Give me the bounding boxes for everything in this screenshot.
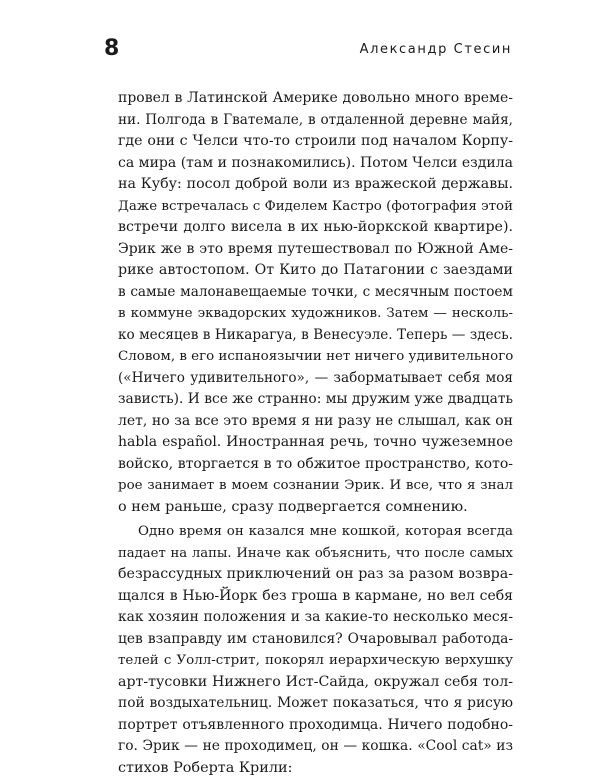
text-line: ко месяцев в Никарагуа, в Венесуэле. Теперь — здесь.: [118, 325, 513, 347]
page-number: 8: [104, 36, 119, 62]
text-line: встречи долго висела в их нью-йоркской квартире).: [118, 217, 513, 239]
text-line: рое занимает в моем сознании Эрик. И все, что я знал: [118, 475, 513, 497]
text-line: цев взаправду им становился? Очаровывал работода-: [118, 629, 513, 651]
paragraph-2: [118, 521, 513, 779]
text-line: Даже встречалась с Фиделем Кастро (фотография этой: [118, 196, 513, 218]
text-line: рике автостопом. От Кито до Патагонии с заездами: [118, 260, 513, 282]
text-line: лет, но за все это время я ни разу не слышал, как он: [118, 411, 513, 433]
text-line: го. Эрик — не проходимец, он — кошка. «Cool cat» из: [118, 736, 513, 758]
text-line: Эрик же в это время путешествовал по Южной Аме-: [118, 239, 513, 261]
text-line: («Ничего удивительного», — заборматывает себя моя: [118, 368, 513, 390]
text-line: Одно время он казался мне кошкой, которая всегда: [118, 521, 513, 543]
text-line: са мира (там и познакомились). Потом Челси ездила: [118, 153, 513, 175]
text-line: войско, вторгается в то обжитое пространство, кото-: [118, 454, 513, 476]
running-head-author: Александр Стесин: [360, 42, 512, 58]
text-line: стихов Роберта Крили:: [118, 758, 513, 779]
text-line: щался в Нью-Йорк без гроша в кармане, но вел себя: [118, 586, 513, 608]
text-line: безрассудных приключений он раз за разом возвра-: [118, 564, 513, 586]
text-line: арт-тусовки Нижнего Ист-Сайда, окружал себя тол-: [118, 672, 513, 694]
body-text: [118, 88, 513, 779]
text-line: о нем раньше, сразу подвергается сомнению.: [118, 497, 513, 519]
text-line: Словом, в его испаноязычии нет ничего удивительного: [118, 346, 513, 368]
text-line: провел в Латинской Америке довольно много време-: [118, 88, 513, 110]
paragraph-1: [118, 88, 513, 518]
text-line: телей с Уолл-стрит, покорял иерархическую верхушку: [118, 650, 513, 672]
text-line: на Кубу: посол доброй воли из вражеской державы.: [118, 174, 513, 196]
text-line: зависть). И все же странно: мы дружим уже двадцать: [118, 389, 513, 411]
text-line: в коммуне эквадорских художников. Затем — несколь-: [118, 303, 513, 325]
text-line: где они с Челси что-то строили под началом Корпу-: [118, 131, 513, 153]
text-line: ни. Полгода в Гватемале, в отдаленной деревне майя,: [118, 110, 513, 132]
text-line: habla español. Иностранная речь, точно чужеземное: [118, 432, 513, 454]
page-header: [104, 36, 512, 66]
text-line: портрет отъявленного проходимца. Ничего подобно-: [118, 715, 513, 737]
text-line: как хозяин положения и за какие-то несколько меся-: [118, 607, 513, 629]
text-line: падает на лапы. Иначе как объяснить, что после самых: [118, 543, 513, 565]
text-line: в самые малонавещаемые точки, с месячным постоем: [118, 282, 513, 304]
text-line: пой воздыхательниц. Может показаться, что я рисую: [118, 693, 513, 715]
